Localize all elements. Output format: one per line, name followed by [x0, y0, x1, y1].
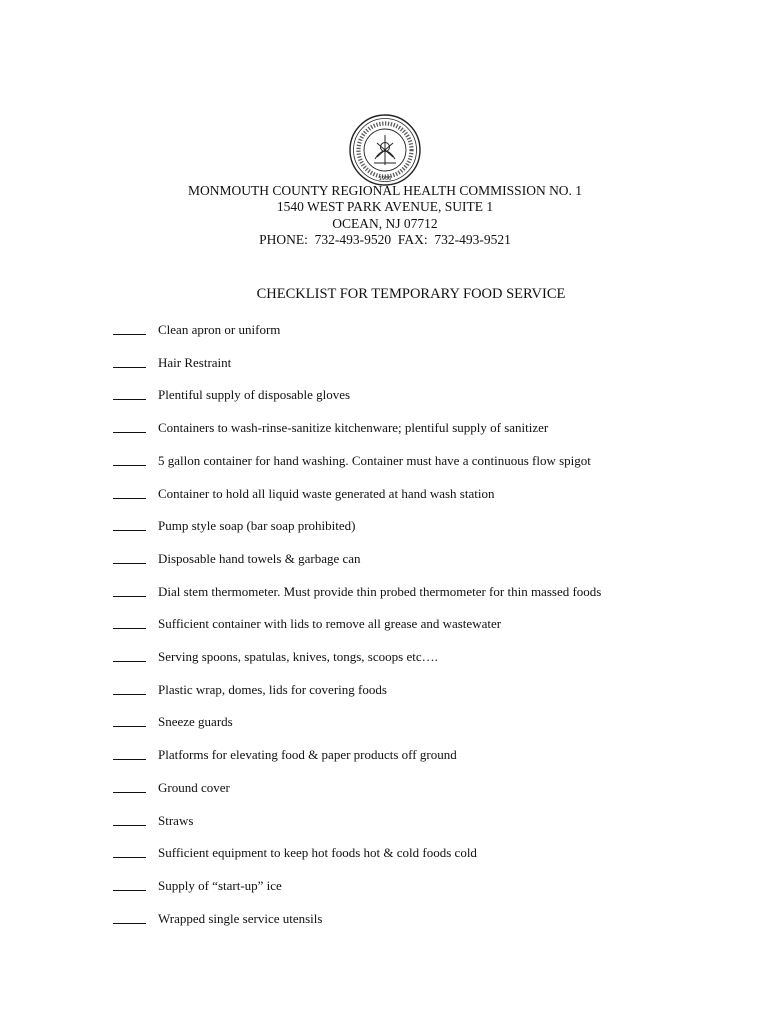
checklist-item [113, 878, 733, 896]
commission-seal-logo [348, 113, 422, 187]
seal-year: 1936 [378, 176, 392, 182]
checklist-blank-line[interactable] [113, 694, 146, 695]
checklist-item [113, 911, 733, 929]
checklist-item-label: Container to hold all liquid waste generated at hand wash station [158, 485, 495, 501]
checklist-item-label: Disposable hand towels & garbage can [158, 550, 361, 566]
checklist-item-label: Ground cover [158, 779, 230, 795]
checklist-item-label: Sufficient container with lids to remove all grease and wastewater [158, 616, 502, 632]
checklist-item [113, 420, 733, 438]
checklist-item [113, 845, 733, 863]
checklist-item-label: Dial stem thermometer. Must provide thin probed thermometer for thin massed foods [158, 583, 602, 599]
checklist-item [113, 780, 733, 798]
checklist-blank-line[interactable] [113, 628, 146, 629]
checklist-blank-line[interactable] [113, 596, 146, 597]
checklist-blank-line[interactable] [113, 857, 146, 858]
checklist-item-label: Plastic wrap, domes, lids for covering foods [158, 681, 387, 697]
checklist-item [113, 584, 733, 602]
checklist-item-label: Clean apron or uniform [158, 322, 281, 337]
street-address: 1540 WEST PARK AVENUE, SUITE 1 [276, 199, 494, 215]
checklist-blank-line[interactable] [113, 890, 146, 891]
checklist-blank-line[interactable] [113, 465, 146, 466]
checklist-item [113, 616, 733, 634]
letterhead [0, 183, 770, 249]
checklist-item-label: Straws [158, 812, 194, 828]
checklist-item [113, 355, 733, 373]
checklist-blank-line[interactable] [113, 726, 146, 727]
checklist-blank-line[interactable] [113, 399, 146, 400]
phone-fax: PHONE: 732-493-9520 FAX: 732-493-9521 [259, 232, 511, 248]
checklist-item-label: Sneeze guards [158, 714, 233, 730]
checklist-item [113, 387, 733, 405]
checklist-item-label: Hair Restraint [158, 354, 232, 370]
checklist-item [113, 551, 733, 569]
checklist-item [113, 682, 733, 700]
checklist-item [113, 747, 733, 765]
checklist-blank-line[interactable] [113, 792, 146, 793]
checklist-item [113, 322, 733, 340]
checklist-item-label: Wrapped single service utensils [158, 910, 323, 926]
checklist-blank-line[interactable] [113, 432, 146, 433]
checklist-blank-line[interactable] [113, 563, 146, 564]
checklist-item [113, 649, 733, 667]
checklist-blank-line[interactable] [113, 825, 146, 826]
checklist-item-label: 5 gallon container for hand washing. Container must have a continuous flow spigot [158, 452, 591, 468]
checklist-item [113, 714, 733, 732]
checklist-item [113, 453, 733, 471]
checklist-blank-line[interactable] [113, 367, 146, 368]
checklist-blank-line[interactable] [113, 759, 146, 760]
checklist-item-label: Containers to wash-rinse-sanitize kitchenware; plentiful supply of sanitizer [158, 420, 549, 436]
checklist-item-label: Pump style soap (bar soap prohibited) [158, 518, 356, 534]
organization-name: MONMOUTH COUNTY REGIONAL HEALTH COMMISSION NO. 1 [187, 183, 583, 198]
checklist-item [113, 813, 733, 831]
checklist-item-label: Plentiful supply of disposable gloves [158, 387, 351, 403]
checklist-blank-line[interactable] [113, 334, 146, 335]
checklist-item-label: Serving spoons, spatulas, knives, tongs, scoops etc…. [158, 649, 438, 664]
document-title: CHECKLIST FOR TEMPORARY FOOD SERVICE [256, 286, 566, 302]
checklist-item-label: Supply of “start-up” ice [158, 877, 282, 893]
checklist-blank-line[interactable] [113, 661, 146, 662]
city-state-zip: OCEAN, NJ 07712 [332, 215, 438, 231]
checklist-item-label: Platforms for elevating food & paper products off ground [158, 747, 457, 763]
checklist-blank-line[interactable] [113, 498, 146, 499]
checklist-item-label: Sufficient equipment to keep hot foods hot & cold foods cold [158, 845, 477, 861]
checklist-blank-line[interactable] [113, 923, 146, 924]
checklist-item [113, 486, 733, 504]
checklist-item [113, 518, 733, 536]
checklist-blank-line[interactable] [113, 530, 146, 531]
